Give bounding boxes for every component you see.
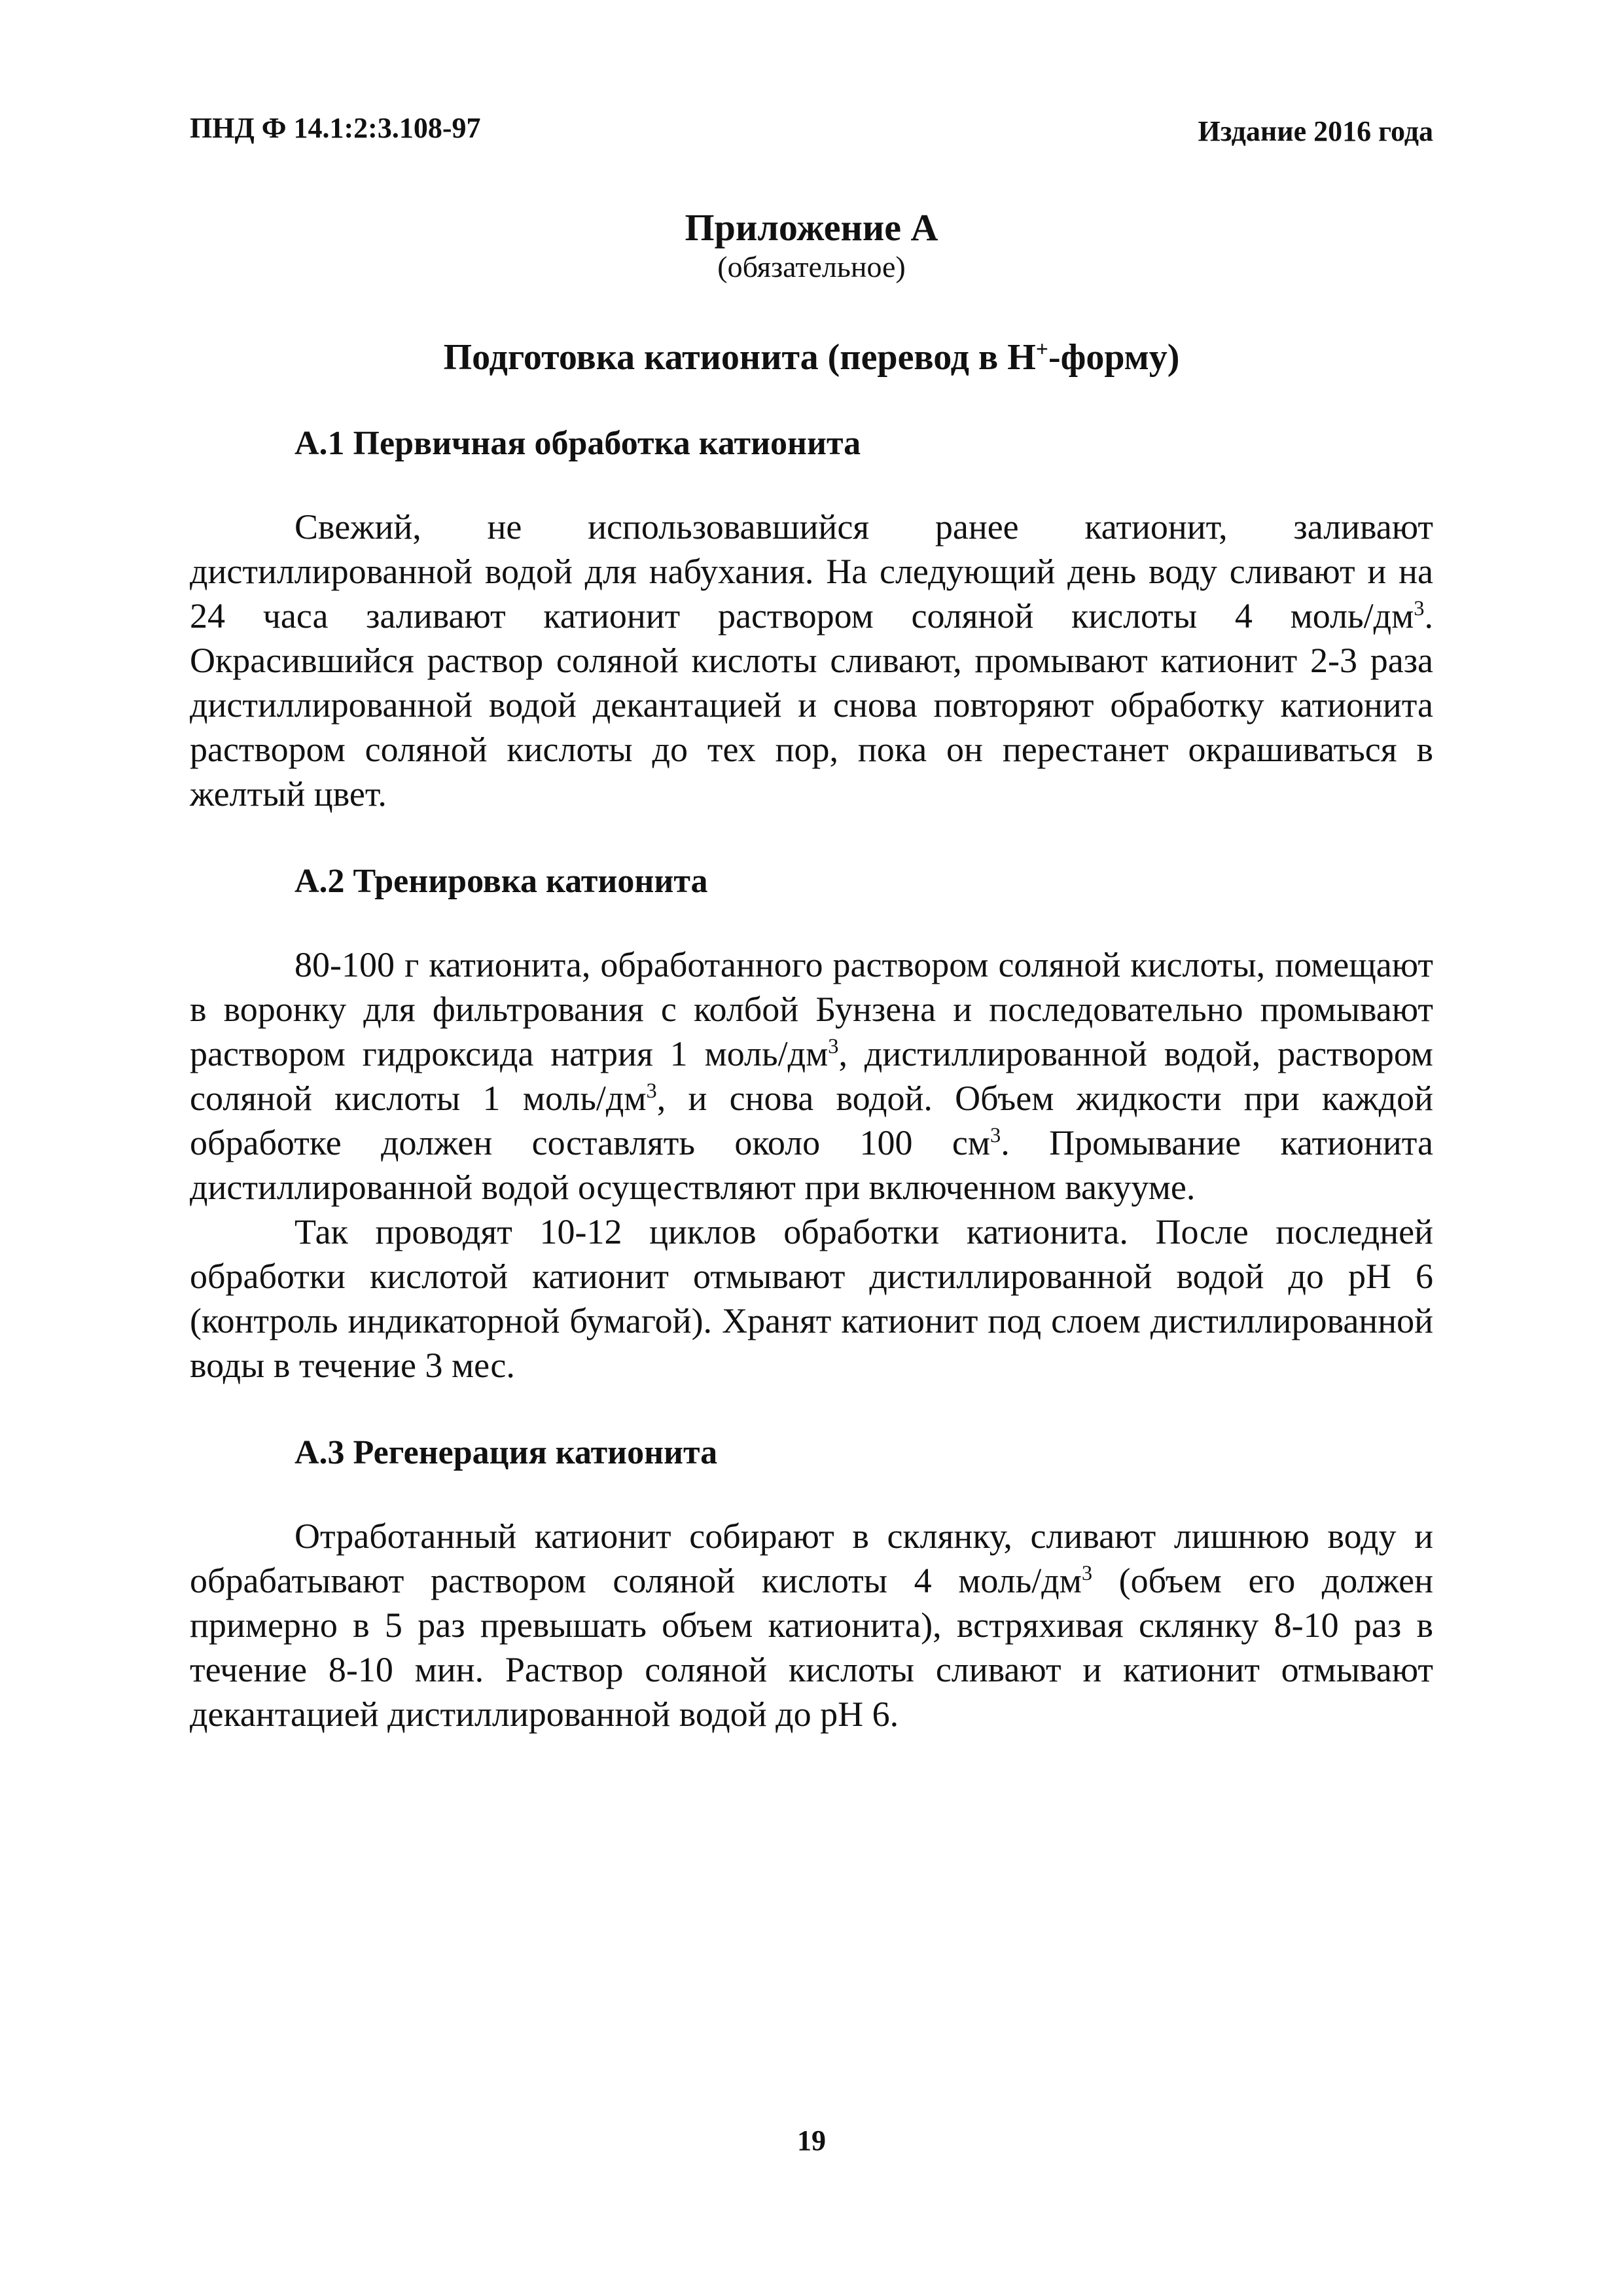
text-run: 80-100 г катионита, обработанного раствором соляной кислоты, помещают в воронку для фильтрования с колбой Бунзена и последовательно промывают раствором гидроксида натрия 1 моль/дм bbox=[190, 945, 1433, 1073]
text-run: Так проводят 10-12 циклов обработки катионита. После последней обработки кислотой катионит отмывают дистиллированной водой до рН 6 (контроль индикаторной бумагой). Хранят катионит под слоем дистиллированной воды в течение 3 мес. bbox=[190, 1212, 1433, 1385]
superscript: 3 bbox=[828, 1035, 839, 1058]
superscript: 3 bbox=[1414, 597, 1425, 620]
superscript: 3 bbox=[990, 1124, 1001, 1147]
edition-label: Издание 2016 года bbox=[1198, 115, 1433, 147]
text-run: , и снова водой. Объем жидкости при каждой обработке должен составлять около 100 см bbox=[190, 1079, 1433, 1162]
superscript: 3 bbox=[646, 1079, 657, 1103]
superscript: 3 bbox=[1081, 1562, 1093, 1585]
paragraph-a3 bbox=[190, 1514, 1433, 1736]
text-run: . Промывание катионита дистиллированной водой осуществляют при включенном вакууме. bbox=[190, 1123, 1433, 1207]
text-run: (объем его должен примерно в 5 раз превышать объем катионита), встряхивая склянку 8-10 раз в течение 8-10 мин. Раствор соляной кислоты сливают и катионит отмывают декантацией дистиллированной водой до рН 6. bbox=[190, 1561, 1433, 1734]
page-number: 19 bbox=[797, 2125, 826, 2157]
section-title-a3: А.3 Регенерация катионита bbox=[294, 1434, 718, 1471]
text-run: Свежий, не использовавшийся ранее катионит, заливают дистиллированной водой для набухания. На следующий день воду сливают и на 24 часа заливают катионит раствором соляной кислоты 4 моль/дм bbox=[190, 507, 1433, 636]
main-title bbox=[190, 336, 1433, 378]
document-code: ПНД Ф 14.1:2:3.108-97 bbox=[190, 112, 481, 144]
paragraph-a2-1 bbox=[190, 942, 1433, 1210]
section-title-a2: А.2 Тренировка катионита bbox=[294, 863, 708, 900]
main-title-superscript: + bbox=[1035, 337, 1048, 362]
main-title-text-end: -форму) bbox=[1048, 337, 1180, 378]
section-title-a1: А.1 Первичная обработка катионита bbox=[294, 425, 861, 462]
page-content bbox=[190, 196, 1433, 1736]
text-run: , дистиллированной водой, раствором соляной кислоты 1 моль/дм bbox=[190, 1034, 1433, 1118]
paragraph-a2-2 bbox=[190, 1210, 1433, 1388]
text-run: . Окрасившийся раствор соляной кислоты сливают, промывают катионит 2-3 раза дистиллированной водой декантацией и снова повторяют обработку катионита раствором соляной кислоты до тех пор, пока он перестанет окрашиваться в желтый цвет. bbox=[190, 596, 1433, 814]
paragraph-a1 bbox=[190, 505, 1433, 816]
appendix-subtitle: (обязательное) bbox=[717, 250, 906, 283]
text-run: Отработанный катионит собирают в склянку, сливают лишнюю воду и обрабатывают раствором соляной кислоты 4 моль/дм bbox=[190, 1516, 1433, 1600]
appendix-title: Приложение А bbox=[685, 206, 938, 249]
main-title-text: Подготовка катионита (перевод в H bbox=[443, 337, 1036, 378]
